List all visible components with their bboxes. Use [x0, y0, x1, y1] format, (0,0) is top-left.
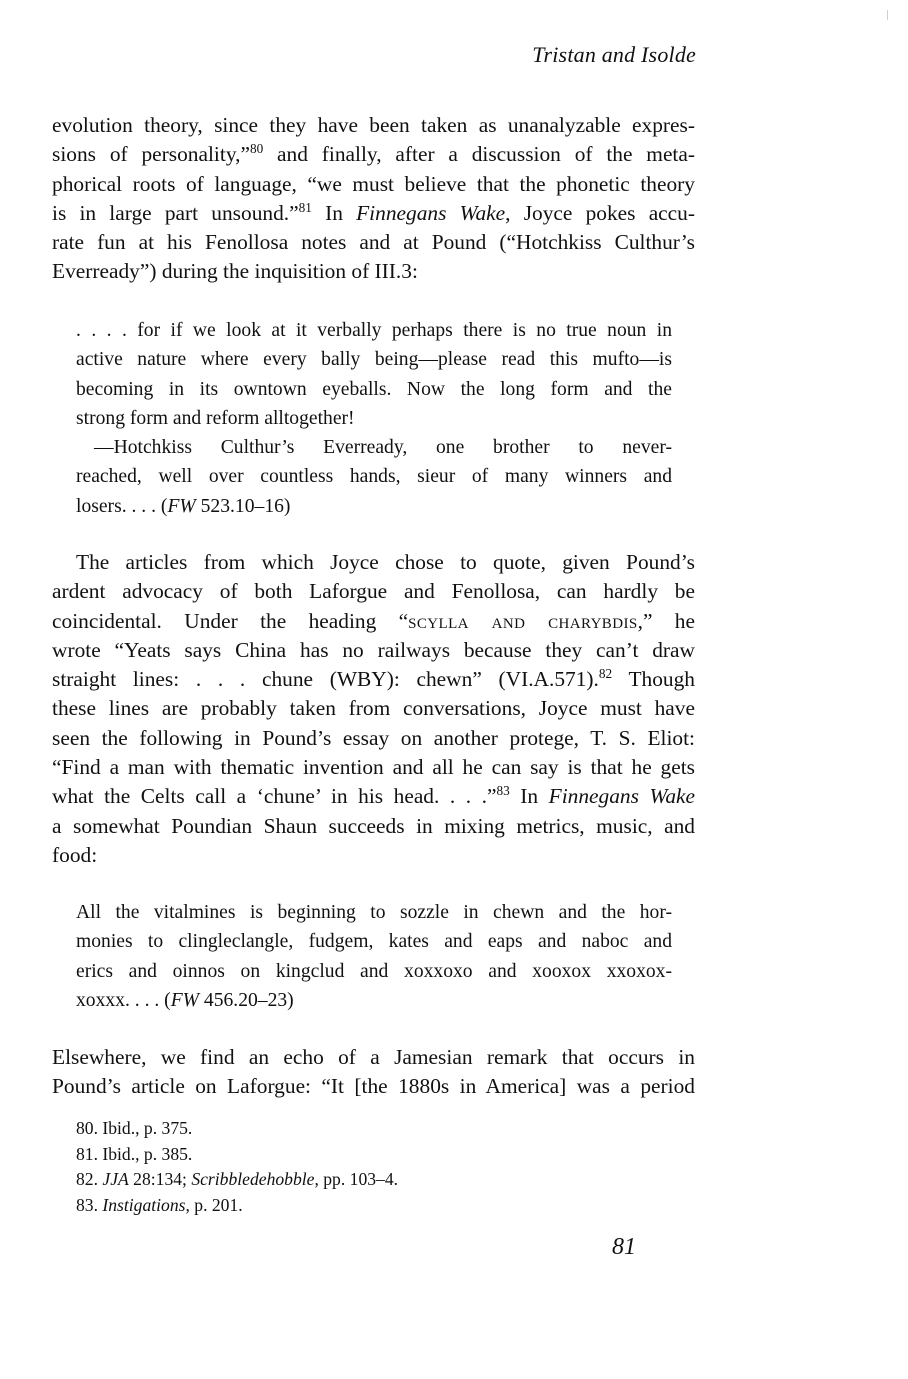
quote-line: monies to clingleclangle, fudgem, kates and eaps and naboc and — [76, 931, 672, 953]
book-title: Finnegans Wake — [548, 784, 695, 809]
text-line: coincidental. Under the heading “scylla and charybdis,” he — [52, 608, 695, 633]
text-line: food: — [52, 842, 98, 867]
paragraph-2 — [52, 548, 695, 870]
paragraph-3 — [52, 1043, 695, 1102]
footnote-ref: 80 — [249, 141, 264, 157]
text-line: phorical roots of language, “we must believe that the phonetic theory — [52, 171, 695, 196]
quote-line: reached, well over countless hands, sieur of many winners and — [76, 466, 672, 488]
text-line: rate fun at his Fenollosa notes and at Pound (“Hotchkiss Culthur’s — [52, 230, 695, 255]
text-line: evolution theory, since they have been taken as unanalyzable expres- — [52, 113, 695, 137]
scan-edge-mark — [887, 10, 888, 20]
text-line: these lines are probably taken from conversations, Joyce must have — [52, 696, 695, 721]
paragraph-1 — [52, 111, 695, 287]
footnote-ref: 82 — [598, 665, 613, 681]
quote-line: active nature where every bally being—please read this mufto—is — [76, 349, 672, 371]
block-quote-2 — [76, 898, 672, 1015]
text-line: ardent advocacy of both Laforgue and Fenollosa, can hardly be — [52, 579, 695, 604]
text-line: what the Celts call a ‘chune’ in his head. . . .”$^{83}$ In Finnegans Wake — [52, 783, 695, 809]
text-line: a somewhat Poundian Shaun succeeds in mixing metrics, music, and — [52, 813, 695, 838]
text-line: sions of personality,”$^{80}$ and finally, after a discussion of the meta- — [52, 141, 695, 167]
running-head: Tristan and Isolde — [532, 42, 696, 67]
text-line: Pound’s article on Laforgue: “It [the 1880s in America] was a period — [52, 1074, 695, 1099]
quote-line: erics and oinnos on kingclud and xoxxoxo and xooxox xxoxox- — [76, 960, 672, 982]
footnote-ref: 83 — [496, 783, 510, 799]
text-line: wrote “Yeats says China has no railways because they can’t draw — [52, 637, 695, 662]
quote-line: becoming in its owntown eyeballs. Now the long form and the — [76, 378, 672, 400]
text-line: “Find a man with thematic invention and all he can say is that he gets — [52, 755, 695, 780]
text-line: The articles from which Joyce chose to quote, given Pound’s — [76, 550, 695, 574]
quote-line: xoxxx. . . . (FW 456.20–23) — [76, 989, 294, 1011]
quote-line: —Hotchkiss Culthur’s Everready, one brother to never- — [94, 437, 672, 459]
text-line: seen the following in Pound’s essay on another protege, T. S. Eliot: — [52, 725, 695, 750]
footnote-81: 81. Ibid., p. 385. — [76, 1143, 193, 1164]
block-quote-1 — [76, 316, 672, 521]
page-number: 81 — [612, 1234, 636, 1260]
quote-line: All the vitalmines is beginning to sozzle in chewn and the hor- — [76, 902, 672, 923]
footnotes — [76, 1116, 636, 1218]
footnote-80: 80. Ibid., p. 375. — [76, 1118, 193, 1138]
small-caps-heading: scylla and charybdis — [408, 608, 638, 633]
footnote-ref: 81 — [298, 199, 312, 215]
footnote-83: 83. Instigations, p. 201. — [76, 1194, 243, 1215]
quote-line: . . . . for if we look at it verbally perhaps there is no true noun in — [76, 320, 672, 341]
text-line: Everready”) during the inquisition of III.3: — [52, 259, 418, 284]
text-line: Elsewhere, we find an echo of a Jamesian remark that occurs in — [52, 1045, 695, 1069]
quote-line: strong form and reform alltogether! — [76, 407, 355, 429]
book-title: Finnegans Wake — [356, 200, 506, 225]
text-line: is in large part unsound.”$^{81}$ In Finnegans Wake, Joyce pokes accu- — [52, 199, 695, 225]
text-line: straight lines: . . . chune (WBY): chewn” (VI.A.571).$^{82}$ Though — [52, 665, 695, 692]
footnote-82: 82. JJA 28:134; Scribbledehobble, pp. 103–4. — [76, 1169, 399, 1189]
quote-line: losers. . . . (FW 523.10–16) — [76, 495, 291, 517]
